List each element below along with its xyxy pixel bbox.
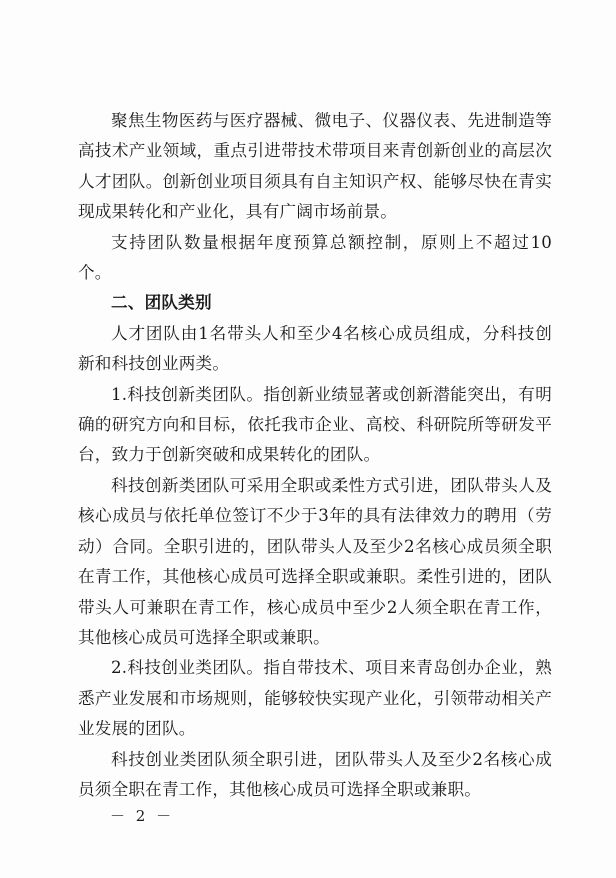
paragraph-research-focus: 聚焦生物医药与医疗器械、微电子、仪器仪表、先进制造等高技术产业领域，重点引进带技术带项目来青创新创业的高层次人才团队。创新创业项目须具有自主知识产权、能够尽快在青实现成果转化和产业化，具有广阔市场前景。 xyxy=(78,111,552,222)
paragraph-entrepreneurship-team-definition: 2.科技创业类团队。指自带技术、项目来青岛创办企业，熟悉产业发展和市场规则，能够较快实现产业化，引领带动相关产业发展的团队。 xyxy=(78,658,552,739)
paragraph-team-quota: 支持团队数量根据年度预算总额控制，原则上不超过10个。 xyxy=(78,232,552,283)
paragraph-innovation-team-introduction: 科技创新类团队可采用全职或柔性方式引进，团队带头人及核心成员与依托单位签订不少于3年的具有法律效力的聘用（劳动）合同。全职引进的，团队带头人及至少2名核心成员须全职在青工作，其他核心成员可选择全职或兼职。柔性引进的，团队带头人可兼职在青工作，核心成员中至少2人须全职在青工作，其他核心成员可选择全职或兼职。 xyxy=(78,475,552,647)
paragraph-entrepreneurship-team-introduction: 科技创业类团队须全职引进，团队带头人及至少2名核心成员须全职在青工作，其他核心成员可选择全职或兼职。 xyxy=(78,749,552,799)
paragraph-innovation-team-definition: 1.科技创新类团队。指创新业绩显著或创新潜能突出，有明确的研究方向和目标，依托我市企业、高校、科研院所等研发平台，致力于创新突破和成果转化的团队。 xyxy=(78,384,552,465)
paragraph-team-composition: 人才团队由1名带头人和至少4名核心成员组成，分科技创新和科技创业两类。 xyxy=(78,323,552,374)
section-heading-team-categories: 二、团队类别 xyxy=(111,293,212,313)
page-number: － 2 － xyxy=(110,807,175,825)
document-body xyxy=(78,106,552,805)
